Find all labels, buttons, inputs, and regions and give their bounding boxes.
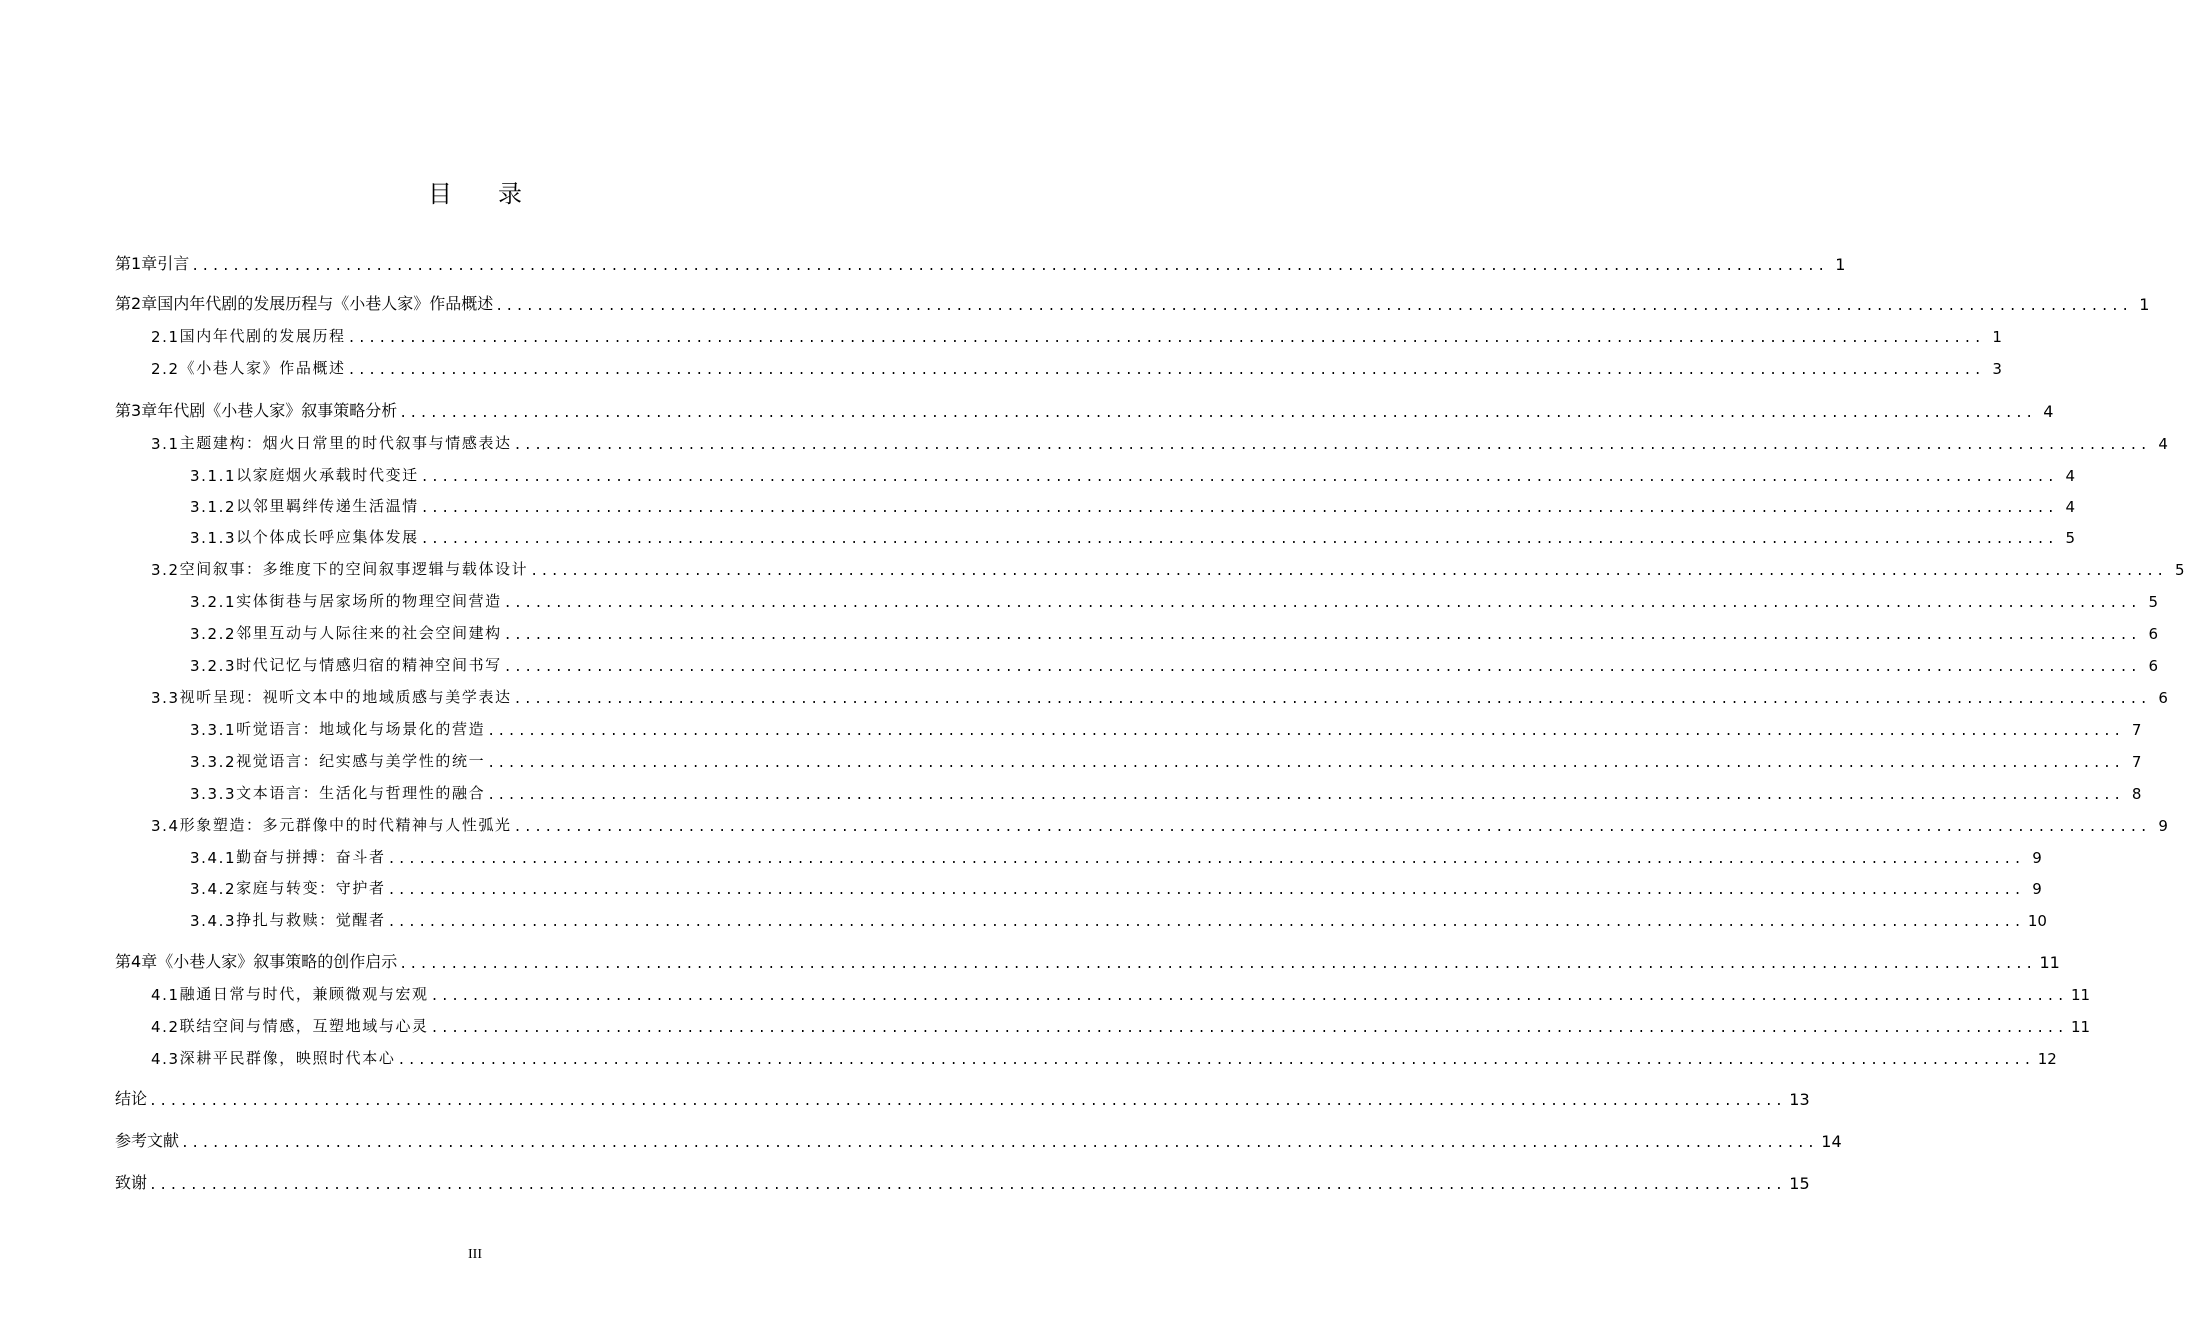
- toc-entry-number: 3.1.2: [190, 498, 237, 516]
- toc-entry-title: 结论: [115, 1089, 148, 1108]
- toc-entry-page: 11: [2039, 953, 2060, 972]
- toc-entry-content: [115, 1167, 1810, 1193]
- toc-entry-title: 听觉语言：地域化与场景化的营造: [236, 720, 486, 738]
- toc-entry-number: 3.1: [151, 435, 180, 453]
- toc-entry-page: 14: [1821, 1132, 1842, 1151]
- toc-entry[interactable]: [0, 904, 2047, 930]
- toc-entry[interactable]: [0, 288, 2150, 314]
- toc-entry-number: 4.1: [151, 986, 180, 1004]
- dot-leader: ................................................................................................................................................................: [181, 1136, 1818, 1151]
- toc-entry[interactable]: [0, 1167, 1810, 1193]
- toc-entry-page: 10: [2027, 912, 2047, 930]
- toc-entry-content: [115, 946, 2060, 972]
- toc-entry-title: 家庭与转变：守护者: [236, 879, 386, 897]
- toc-entry-number: 3.4: [151, 817, 180, 835]
- toc-entry-page: 8: [2131, 785, 2142, 803]
- dot-leader: ................................................................................................................................................................: [387, 915, 2024, 930]
- dot-leader: ................................................................................................................................................................: [420, 501, 2058, 516]
- toc-entry-number: 2.1: [151, 328, 180, 346]
- toc-entry[interactable]: [0, 978, 2091, 1004]
- dot-leader: ................................................................................................................................................................: [487, 724, 2124, 739]
- toc-entry-title: 文本语言：生活化与哲理性的融合: [236, 784, 486, 802]
- toc-entry[interactable]: [0, 553, 2185, 579]
- toc-entry[interactable]: [0, 745, 2142, 771]
- toc-entry[interactable]: [0, 681, 2168, 707]
- toc-entry-number: 3.3.3: [190, 785, 237, 803]
- dot-leader: ................................................................................................................................................................: [149, 1178, 1786, 1193]
- page-number: III: [468, 1247, 482, 1262]
- toc-entry-page: 5: [2174, 561, 2185, 579]
- toc-entry-title: 邻里互动与人际往来的社会空间建构: [236, 624, 502, 642]
- toc-entry-content: [151, 352, 2002, 378]
- dot-leader: ................................................................................................................................................................: [149, 1094, 1786, 1109]
- toc-entry-title: 以家庭烟火承载时代变迁: [236, 466, 419, 484]
- toc-entry-title: 勤奋与拼搏：奋斗者: [236, 848, 386, 866]
- toc-entry-content: [115, 1083, 1810, 1109]
- toc-entry-content: [190, 490, 2076, 516]
- toc-entry-title: 以邻里羁绊传递生活温情: [236, 497, 419, 515]
- toc-entry-number: 3.2.2: [190, 625, 237, 643]
- toc-entry-title: 空间叙事：多维度下的空间叙事逻辑与载体设计: [179, 560, 529, 578]
- toc-entry[interactable]: [0, 617, 2159, 643]
- toc-entry-page: 4: [2043, 402, 2054, 421]
- toc-entry-content: [151, 681, 2168, 707]
- toc-entry[interactable]: [0, 841, 2042, 867]
- toc-entry-number: 第1章: [115, 254, 158, 273]
- toc-entry-page: 15: [1789, 1174, 1810, 1193]
- toc-entry[interactable]: [0, 713, 2142, 739]
- toc-entry-page: 6: [2158, 689, 2168, 707]
- toc-entry-page: 1: [2139, 295, 2150, 314]
- toc-entry-number: 3.2: [151, 561, 180, 579]
- toc-entry-page: 4: [2158, 435, 2168, 453]
- toc-entry-page: 6: [2148, 657, 2159, 675]
- toc-entry-content: [190, 841, 2042, 867]
- toc-entry-page: 5: [2065, 529, 2076, 547]
- toc-entry[interactable]: [0, 352, 2002, 378]
- toc-entry-title: 引言: [157, 254, 190, 273]
- toc-entry-title: 形象塑造：多元群像中的时代精神与人性弧光: [179, 816, 512, 834]
- toc-entry-page: 9: [2032, 849, 2042, 867]
- toc-entry-page: 4: [2065, 498, 2076, 516]
- toc-entry-content: [151, 320, 2002, 346]
- dot-leader: ................................................................................................................................................................: [495, 299, 2132, 314]
- toc-entry-title: 国内年代剧的发展历程: [179, 327, 346, 345]
- dot-leader: ................................................................................................................................................................: [420, 470, 2058, 485]
- toc-entry-content: [115, 1125, 1842, 1151]
- toc-entry-page: 6: [2148, 625, 2159, 643]
- toc-entry-number: 3.4.2: [190, 880, 237, 898]
- toc-entry-content: [190, 459, 2076, 485]
- toc-entry-content: [190, 585, 2159, 611]
- toc-entry[interactable]: [0, 649, 2159, 675]
- toc-entry-page: 12: [2037, 1050, 2057, 1068]
- dot-leader: ................................................................................................................................................................: [503, 596, 2141, 611]
- toc-entry-title: 联结空间与情感，互塑地域与心灵: [179, 1017, 429, 1035]
- toc-entry-title: 融通日常与时代，兼顾微观与宏观: [179, 985, 429, 1003]
- dot-leader: ................................................................................................................................................................: [347, 363, 1984, 378]
- toc-entry-number: 3.4.3: [190, 912, 237, 930]
- toc-entry[interactable]: [0, 490, 2076, 516]
- toc-entry-page: 3: [1992, 360, 2002, 378]
- dot-leader: ................................................................................................................................................................: [347, 331, 1984, 346]
- toc-entry-title: 视听呈现：视听文本中的地域质感与美学表达: [179, 688, 512, 706]
- dot-leader: ................................................................................................................................................................: [513, 692, 2150, 707]
- dot-leader: ................................................................................................................................................................: [191, 259, 1828, 274]
- toc-entry[interactable]: [0, 395, 2054, 421]
- toc-entry[interactable]: [0, 459, 2076, 485]
- toc-entry-number: 3.2.1: [190, 593, 237, 611]
- toc-entry[interactable]: [0, 872, 2042, 898]
- toc-entry-number: 3.3.2: [190, 753, 237, 771]
- toc-entry-content: [190, 777, 2142, 803]
- dot-leader: ................................................................................................................................................................: [530, 564, 2167, 579]
- toc-entry[interactable]: [0, 248, 1846, 274]
- toc-entry-number: 3.2.3: [190, 657, 237, 675]
- toc-entry-content: [151, 553, 2185, 579]
- toc-entry-page: 11: [2070, 1018, 2091, 1036]
- toc-entry-title: 《小巷人家》叙事策略的创作启示: [157, 952, 398, 971]
- toc-entry-title: 视觉语言：纪实感与美学性的统一: [236, 752, 486, 770]
- toc-entry-title: 主题建构：烟火日常里的时代叙事与情感表达: [179, 434, 512, 452]
- toc-entry-title: 《小巷人家》作品概述: [179, 359, 346, 377]
- toc-entry[interactable]: [0, 1010, 2091, 1036]
- toc-entry[interactable]: [0, 585, 2159, 611]
- toc-entry-page: 7: [2131, 721, 2142, 739]
- toc-entry-number: 3.1.3: [190, 529, 237, 547]
- toc-entry-content: [151, 1042, 2057, 1068]
- dot-leader: ................................................................................................................................................................: [513, 820, 2150, 835]
- toc-entry-page: 5: [2148, 593, 2159, 611]
- toc-entry-title: 年代剧《小巷人家》叙事策略分析: [157, 401, 398, 420]
- toc-entry-page: 9: [2158, 817, 2168, 835]
- dot-leader: ................................................................................................................................................................: [487, 788, 2124, 803]
- dot-leader: ................................................................................................................................................................: [513, 438, 2150, 453]
- toc-entry-title: 以个体成长呼应集体发展: [236, 528, 419, 546]
- dot-leader: ................................................................................................................................................................: [430, 989, 2067, 1004]
- toc-entry-number: 3.1.1: [190, 467, 237, 485]
- toc-entry-content: [151, 809, 2168, 835]
- toc-entry[interactable]: [0, 521, 2076, 547]
- toc-entry-number: 第3章: [115, 401, 158, 420]
- toc-entry[interactable]: [0, 946, 2060, 972]
- dot-leader: ................................................................................................................................................................: [397, 1053, 2034, 1068]
- toc-entry-content: [115, 395, 2054, 421]
- toc-entry-title: 参考文献: [115, 1131, 180, 1150]
- toc-entry-page: 9: [2032, 880, 2042, 898]
- dot-leader: ................................................................................................................................................................: [503, 660, 2141, 675]
- toc-entry[interactable]: [0, 777, 2142, 803]
- toc-entry-number: 2.2: [151, 360, 180, 378]
- dot-leader: ................................................................................................................................................................: [399, 406, 2036, 421]
- toc-entry[interactable]: [0, 809, 2168, 835]
- dot-leader: ................................................................................................................................................................: [430, 1021, 2067, 1036]
- toc-entry-number: 第2章: [115, 294, 158, 313]
- toc-entry-content: [190, 904, 2047, 930]
- toc-entry-content: [151, 1010, 2091, 1036]
- toc-entry-number: 4.2: [151, 1018, 180, 1036]
- dot-leader: ................................................................................................................................................................: [399, 957, 2036, 972]
- toc-entry-number: 第4章: [115, 952, 158, 971]
- toc-entry-content: [151, 427, 2168, 453]
- toc-entry-content: [190, 745, 2142, 771]
- toc-entry-content: [190, 617, 2159, 643]
- toc-entry-content: [190, 872, 2042, 898]
- toc-entry[interactable]: [0, 427, 2168, 453]
- toc-entry-content: [115, 288, 2150, 314]
- toc-entry-content: [190, 713, 2142, 739]
- toc-entry-number: 3.4.1: [190, 849, 237, 867]
- toc-entry-content: [190, 649, 2159, 675]
- toc-entry[interactable]: [0, 1042, 2057, 1068]
- toc-entry-title: 实体街巷与居家场所的物理空间营造: [236, 592, 502, 610]
- toc-entry[interactable]: [0, 1125, 1842, 1151]
- dot-leader: ................................................................................................................................................................: [387, 883, 2024, 898]
- toc-title: 目录: [428, 180, 568, 208]
- toc-entry-content: [151, 978, 2091, 1004]
- toc-entry-page: 1: [1992, 328, 2002, 346]
- toc-entry-number: 3.3.1: [190, 721, 237, 739]
- dot-leader: ................................................................................................................................................................: [487, 756, 2124, 771]
- dot-leader: ................................................................................................................................................................: [387, 852, 2024, 867]
- toc-entry-title: 时代记忆与情感归宿的精神空间书写: [236, 656, 502, 674]
- toc-entry-title: 国内年代剧的发展历程与《小巷人家》作品概述: [157, 294, 494, 313]
- toc-entry-number: 3.3: [151, 689, 180, 707]
- toc-entry-content: [115, 248, 1846, 274]
- dot-leader: ................................................................................................................................................................: [420, 532, 2058, 547]
- toc-entry-content: [190, 521, 2076, 547]
- toc-entry-page: 1: [1835, 255, 1846, 274]
- toc-entry[interactable]: [0, 320, 2002, 346]
- toc-entry-title: 致谢: [115, 1173, 148, 1192]
- dot-leader: ................................................................................................................................................................: [503, 628, 2141, 643]
- toc-entry-page: 7: [2131, 753, 2142, 771]
- toc-entry-page: 4: [2065, 467, 2076, 485]
- toc-entry-number: 4.3: [151, 1050, 180, 1068]
- toc-entry-page: 11: [2070, 986, 2091, 1004]
- toc-entry-title: 深耕平民群像，映照时代本心: [179, 1049, 396, 1067]
- toc-entry-title: 挣扎与救赎：觉醒者: [236, 911, 386, 929]
- toc-entry-page: 13: [1789, 1090, 1810, 1109]
- toc-entry[interactable]: [0, 1083, 1810, 1109]
